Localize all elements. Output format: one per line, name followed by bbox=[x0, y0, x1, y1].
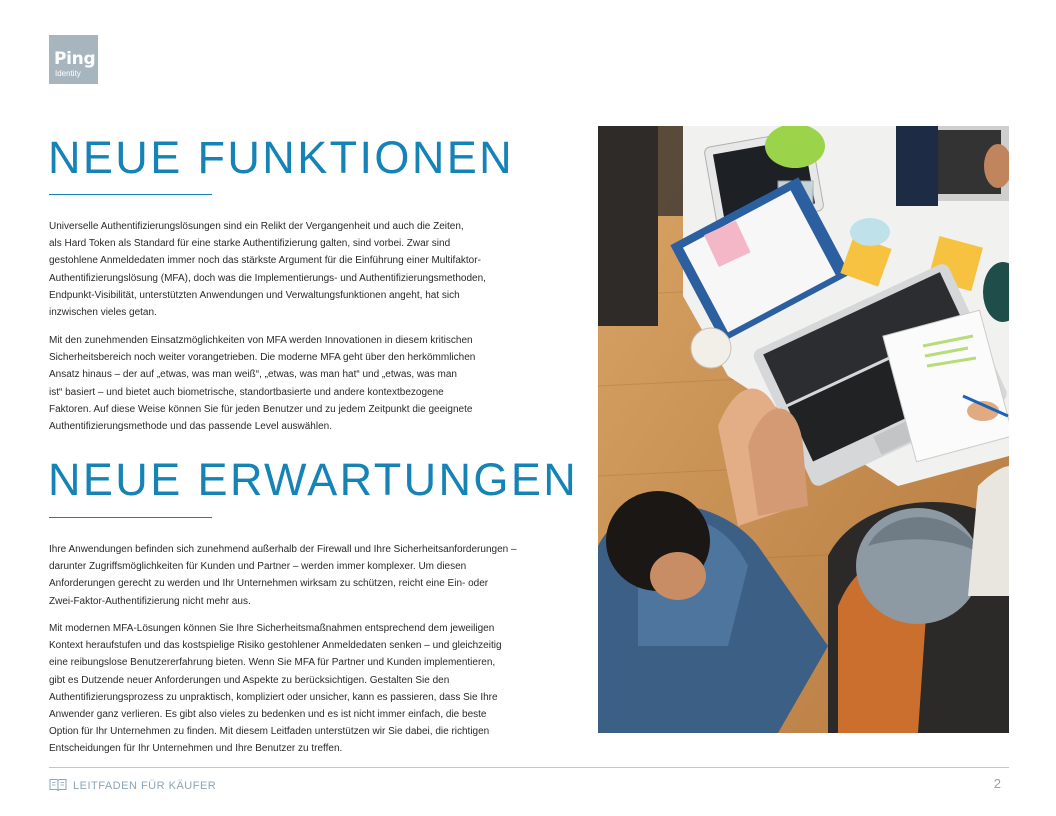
text-line: Ansatz hinaus – der auf „etwas, was man weiß“, „etwas, was man hat“ und „etwas, was man bbox=[49, 369, 457, 381]
text-line: gibt es Dutzende neuer Anforderungen und Aspekte zu berücksichtigen. Gestalten Sie den bbox=[49, 674, 450, 686]
text-line: Mit modernen MFA-Lösungen können Sie Ihre Sicherheitsmaßnahmen entsprechend dem jeweiligen bbox=[49, 623, 495, 634]
paragraph-1 bbox=[49, 218, 569, 321]
text-line: Authentifizierungsmethode und das passende Level auswählen. bbox=[49, 421, 332, 433]
paragraph-3 bbox=[49, 541, 569, 610]
text-line: Anwender ganz verlieren. Es gibt also vieles zu bedenken und es ist nicht immer einfach, die beste bbox=[49, 709, 487, 721]
heading-underline bbox=[49, 517, 212, 518]
open-book-icon bbox=[49, 778, 67, 792]
text-line: Authentifizierungsprozess zu unpraktisch, kompliziert oder unsicher, kann es passieren, dass Sie Ihre bbox=[49, 691, 498, 703]
text-line: Entscheidungen für Ihr Unternehmen und Ihre Benutzer zu treffen. bbox=[49, 743, 343, 755]
text-line: Universelle Authentifizierungslösungen sind ein Relikt der Vergangenheit und auch die Zeiten, bbox=[49, 221, 464, 232]
text-line: ist“ basiert – und bietet auch biometrische, standortbasierte und andere kontextbezogene bbox=[49, 386, 444, 398]
text-line: Endpunkt-Visibilität, unterstützten Anwendungen und Verwaltungsfunktionen angeht, hat sich bbox=[49, 289, 460, 301]
text-line: darunter Zugriffsmöglichkeiten für Kunden und Partner – werden immer komplexer. Um diesen bbox=[49, 561, 467, 573]
logo-word: Ping bbox=[54, 49, 96, 69]
text-line: Ihre Anwendungen befinden sich zunehmend außerhalb der Firewall und Ihre Sicherheitsanforderungen – bbox=[49, 544, 517, 555]
text-line: Kontext heraufstufen und das kostspielige Risiko gestohlener Anmeldedaten senken – und gleichzeitig bbox=[49, 640, 502, 652]
text-line: Sicherheitsbereich noch weiter vorangetrieben. Die moderne MFA geht über den herkömmlichen bbox=[49, 352, 476, 364]
ping-identity-logo bbox=[49, 35, 98, 84]
footer-document-title: LEITFADEN FÜR KÄUFER bbox=[73, 780, 217, 792]
office-teamwork-illustration bbox=[598, 126, 1009, 733]
text-line: Mit den zunehmenden Einsatzmöglichkeiten von MFA werden Innovationen in diesem kritischen bbox=[49, 335, 473, 346]
text-line: als Hard Token als Standard für eine starke Authentifizierung galten, sind vorbei. Zwar sind bbox=[49, 238, 451, 250]
text-line: Zwei-Faktor-Authentifizierung nicht mehr aus. bbox=[49, 595, 251, 607]
text-line: Faktoren. Auf diese Weise können Sie für jeden Benutzer und zu jedem Zeitpunkt die geeignete bbox=[49, 403, 473, 415]
heading-underline bbox=[49, 194, 212, 195]
text-line: gestohlene Anmeldedaten immer noch das stärkste Argument für die Einführung einer Multifaktor- bbox=[49, 255, 481, 267]
logo-subword: Identity bbox=[55, 69, 81, 78]
section-heading-neue-erwartungen: NEUE ERWARTUNGEN bbox=[48, 454, 579, 505]
text-line: eine reibungslose Benutzererfahrung bieten. Wenn Sie MFA für Partner und Kunden implementieren, bbox=[49, 657, 496, 669]
text-line: Anforderungen gerecht zu werden und Ihr Unternehmen wirksam zu schützen, reicht eine Ein- oder bbox=[49, 578, 489, 590]
page-number: 2 bbox=[993, 776, 1001, 791]
office-teamwork-photo bbox=[598, 126, 1009, 733]
paragraph-2 bbox=[49, 332, 569, 435]
section-heading-neue-funktionen: NEUE FUNKTIONEN bbox=[48, 132, 515, 183]
text-line: Authentifizierungslösung (MFA), doch was die Implementierungs- und Authentifizierungsmethoden, bbox=[49, 272, 486, 284]
paragraph-4 bbox=[49, 620, 569, 758]
text-line: inzwischen vieles getan. bbox=[49, 307, 157, 319]
text-line: Option für Ihr Unternehmen zu finden. Mit diesem Leitfaden unterstützen wir Sie dabei, die richtigen bbox=[49, 726, 490, 738]
footer-divider bbox=[49, 767, 1009, 768]
